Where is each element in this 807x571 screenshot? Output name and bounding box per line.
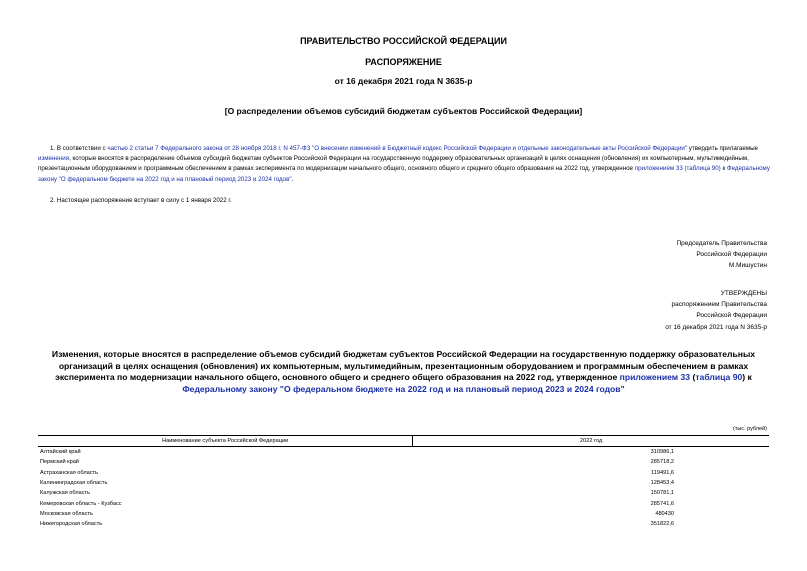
changes-title-text: ( [690,372,696,382]
table-row [38,519,769,529]
doc-date-number: от 16 декабря 2021 года N 3635-р [334,76,473,86]
table-row [38,509,769,519]
region-cell: Нижегородская область [40,521,103,528]
region-cell: Калининградская область [40,480,108,487]
column-header-year: 2022 год [413,436,769,447]
signature-title-2: Российской Федерации [696,251,767,259]
amount-cell: 480430 [655,510,674,517]
amount-cell: 285718,2 [650,459,674,466]
table-header-row [38,436,769,447]
amount-cell: 310986,1 [650,449,674,456]
amount-cell: 351822,6 [650,521,674,528]
paragraph-1-text: к [720,165,727,173]
paragraph-1-text: утвердить прилагаемые [687,145,758,152]
table-row [38,468,769,478]
region-cell: Кемеровская область - Кузбасс [40,500,122,507]
appendix-33-link[interactable]: приложением 33 (таблица 90) [634,165,721,173]
table-row [38,457,769,467]
approved-label: УТВЕРЖДЕНЫ [720,290,767,297]
changes-title [30,349,777,395]
amount-cell: 119491,6 [651,469,674,476]
budget-law-link[interactable]: Федеральному закону "О федеральном бюджете на 2022 год и на плановый период 2023 и 2024 годов" [38,165,770,183]
signature-name: М.Мишустин [728,262,767,270]
table-row [38,478,769,488]
approved-date: от 16 декабря 2021 года N 3635-р [665,323,767,331]
changes-title-text: Изменения, которые вносятся в распределение объемов субсидий бюджетам субъектов Российской Федерации на государственную поддержку образовательных организаций в целях оснащения (обновления) их компьютерным, мультимедийным, презентационным оборудованием и программным обеспечением в рамках эксперимента по модернизации начального общего, основного общего и среднего общего образования на 2022 год, утвержденное [51,349,756,382]
paragraph-1 [38,144,770,185]
paragraph-1-text: . [291,175,294,183]
approved-line: Российской Федерации [696,312,767,320]
doc-subject: [О распределении объемов субсидий бюджетам субъектов Российской Федерации] [224,106,583,116]
table-row [38,447,769,458]
changes-title-text: ) к [742,372,752,382]
appendix-33-link[interactable]: приложением 33 [619,372,691,382]
paragraph-1-text: 1. В соответствии с [50,145,108,152]
signature-block [676,238,767,272]
table-row [38,488,769,498]
approved-block [665,288,767,333]
region-cell: Алтайский край [40,449,81,456]
table-row [38,498,769,508]
region-cell: Пермский край [40,459,79,466]
subsidy-table [38,435,769,529]
approved-line: распоряжением Правительства [671,301,767,309]
signature-title: Председатель Правительства [676,240,767,247]
column-header-region: Наименование субъекта Российской Федерации [38,436,413,447]
amount-cell: 128453,4 [650,480,674,487]
budget-law-link[interactable]: Федеральному закону "О федеральном бюджете на 2022 год и на плановый период 2023 и 2024 годов" [182,383,625,394]
paragraph-2: 2. Настоящее распоряжение вступает в силу с 1 января 2022 г. [50,197,232,204]
law-457-link[interactable]: частью 2 статьи 7 Федерального закона от 28 ноября 2018 г. N 457-ФЗ "О внесении изменений в Бюджетный кодекс Российской Федерации и отдельные законодательные акты Российской Федерации" [107,145,688,152]
changes-link[interactable]: изменения [38,155,70,163]
units-label: (тыс. рублей) [733,426,767,432]
doc-type: РАСПОРЯЖЕНИЕ [365,57,442,67]
region-cell: Калужская область [40,490,91,497]
amount-cell: 285741,6 [650,500,674,507]
region-cell: Московская область [40,510,93,517]
amount-cell: 150781,1 [650,490,674,497]
region-cell: Астраханская область [40,469,99,476]
table-90-link[interactable]: таблица 90 [695,372,743,382]
paragraph-1-text: , которые вносятся в распределение объемов субсидий бюджетам субъектов Российской Федерации на государственную поддержку образовательных организаций в целях оснащения (обновления) их компьютерным, мультимедийным, презентационным оборудованием и программным обеспечением в рамках эксперимента по модернизации начального общего, основного общего и среднего общего образования на 2022 год, утвержденное [38,155,749,173]
org-title: ПРАВИТЕЛЬСТВО РОССИЙСКОЙ ФЕДЕРАЦИИ [300,36,507,46]
